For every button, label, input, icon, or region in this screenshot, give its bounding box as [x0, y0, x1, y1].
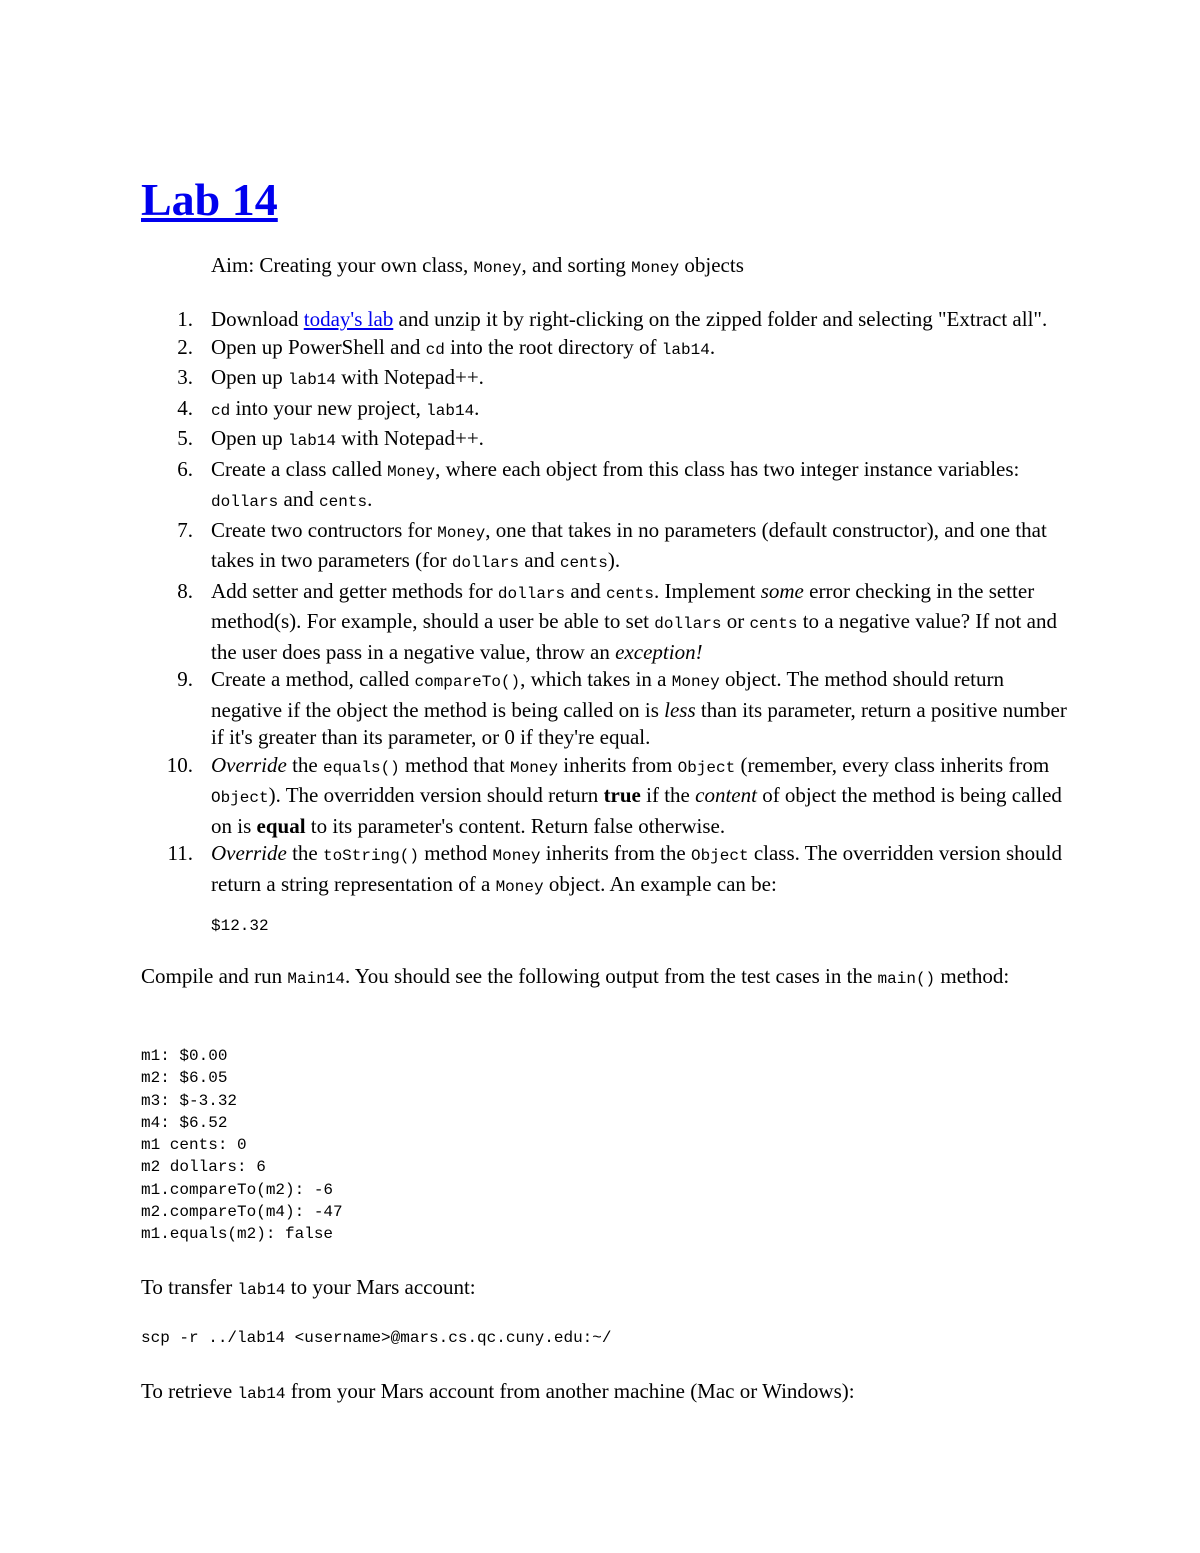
step-item [177, 578, 1071, 667]
text-run: object. An example can be: [543, 871, 777, 896]
text-run: and unzip it by right-clicking on the zipped folder and selecting "Extract all". [393, 307, 1048, 331]
inline-code: cents [559, 554, 608, 572]
inline-code: Money [671, 673, 720, 691]
inline-code: compareTo() [414, 673, 521, 691]
text-run: inherits from [558, 752, 678, 777]
text-run: . [367, 487, 373, 511]
inline-code: equals() [322, 758, 400, 777]
todays-lab-link[interactable]: today's lab [303, 307, 394, 331]
text-run: if the [640, 783, 696, 807]
step-number: 5. [177, 426, 193, 450]
bold-text: true [603, 783, 641, 807]
inline-code: cents [605, 584, 654, 603]
aim-code-money: Money [473, 259, 522, 277]
step-number: 6. [177, 456, 193, 481]
bold-text: equal [256, 813, 306, 838]
text-run: Create two contructors for [211, 517, 438, 542]
step-number: 9. [177, 667, 193, 691]
inline-code: toString() [322, 847, 419, 865]
step-number: 2. [177, 334, 193, 359]
example-output-code: $12.32 [211, 917, 269, 935]
text-run: . [709, 334, 716, 359]
emphasis-text: less [664, 697, 696, 722]
inline-code: Object [211, 789, 269, 807]
step-item [177, 425, 1071, 456]
instruction-steps [166, 306, 1071, 901]
text-run: ). [607, 548, 621, 572]
output-line: m2.compareTo(m4): -47 [141, 1203, 343, 1222]
output-line: m4: $6.52 [141, 1113, 228, 1132]
output-line: m3: $-3.32 [141, 1091, 238, 1110]
step-number: 3. [177, 365, 193, 389]
step-number: 4. [177, 395, 193, 420]
text-run: . Implement [653, 578, 761, 603]
text-run: , which takes in a [520, 667, 672, 691]
emphasis-text: Override [211, 841, 287, 865]
text-run: Create a method, called [211, 667, 415, 691]
text-run: error checking in the setter method(s). For example, should a user be able to set [211, 578, 1035, 633]
text-run: the [286, 841, 323, 865]
inline-code: lab14 [661, 340, 710, 359]
inline-code: Object [690, 847, 749, 865]
text-run: Open up PowerShell and [211, 334, 426, 359]
emphasis-text: content [695, 783, 757, 807]
text-run: To retrieve [141, 1379, 238, 1403]
text-run: or [721, 609, 750, 633]
text-run: object. The method should return negative if the object the method is being called on is [211, 667, 1004, 722]
text-run: method [418, 841, 493, 865]
test-output-block [141, 1045, 343, 1246]
example-output [211, 910, 269, 941]
step-number: 7. [177, 517, 193, 542]
inline-code: cents [749, 615, 798, 633]
text-run: Create a class called [211, 456, 388, 481]
step-item [167, 840, 1071, 901]
transfer-instructions [141, 1274, 476, 1305]
text-run: to its parameter's content. Return false otherwise. [305, 813, 726, 838]
emphasis-text: Override [211, 752, 287, 777]
compile-instructions [141, 963, 1071, 994]
text-run: ). The overridden version should return [268, 783, 604, 807]
step-item [177, 364, 1071, 395]
output-line: m1 cents: 0 [141, 1136, 247, 1155]
text-run: (remember, every class inherits from [735, 752, 1050, 777]
inline-code: dollars [451, 554, 520, 572]
inline-code: Money [492, 847, 541, 865]
text-run: the [286, 752, 323, 777]
output-line: m2 dollars: 6 [141, 1158, 266, 1177]
output-line: m1.equals(m2): false [141, 1225, 334, 1244]
aim-text: , and sorting [521, 253, 632, 277]
inline-code: cd [211, 401, 231, 420]
output-line: m2: $6.05 [141, 1069, 228, 1088]
step-number: 8. [177, 578, 193, 603]
aim-statement [211, 252, 744, 283]
text-run: and [565, 578, 606, 603]
step-item [177, 517, 1071, 578]
step-item [177, 334, 1071, 365]
text-run: inherits from the [540, 841, 691, 865]
inline-code: Money [437, 523, 486, 542]
scp-command: scp -r ../lab14 <username>@mars.cs.qc.cuny.edu:~/ [141, 1329, 612, 1347]
emphasis-text: exception! [615, 639, 703, 664]
inline-code: cents [319, 493, 368, 511]
text-run: To transfer [141, 1275, 238, 1299]
text-run: than its parameter, return a positive number if it's greater than its parameter, or 0 if they're equal. [211, 697, 1067, 749]
text-run: and [519, 548, 560, 572]
step-item [177, 666, 1071, 752]
text-run: , where each object from this class has two integer instance variables: [435, 456, 1020, 481]
text-run: Add setter and getter methods for [211, 578, 498, 603]
output-line: m1: $0.00 [141, 1047, 228, 1065]
step-item [177, 395, 1071, 426]
step-item [166, 752, 1071, 841]
text-run: . You should see the following output from the test cases in the [345, 964, 878, 988]
inline-code: Money [495, 877, 544, 896]
text-run: Compile and run [141, 964, 288, 988]
inline-code: dollars [654, 615, 722, 633]
text-run: to a negative value? If not and the user does pass in a negative value, throw an [211, 609, 1057, 664]
inline-code: lab14 [288, 371, 337, 389]
inline-code: dollars [211, 493, 279, 511]
text-run: Download [211, 307, 304, 331]
text-run: into the root directory of [444, 334, 662, 359]
retrieve-instructions [141, 1378, 855, 1409]
text-run: with Notepad++. [336, 426, 484, 450]
inline-code: main() [877, 970, 936, 988]
text-run: method: [935, 964, 1010, 988]
text-run: Open up [211, 426, 288, 450]
step-number: 10. [166, 752, 193, 777]
inline-code: Main14 [287, 970, 346, 988]
inline-code: cd [425, 340, 445, 359]
text-run: and [278, 487, 320, 511]
step-item [177, 456, 1071, 517]
inline-code: Object [677, 758, 736, 777]
output-line: m1.compareTo(m2): -6 [141, 1180, 334, 1199]
inline-code: Money [387, 462, 436, 481]
text-run: class. The overridden version should return a string representation of a [211, 841, 1062, 896]
aim-text: Aim: Creating your own class, [211, 253, 474, 277]
step-number: 1. [177, 307, 193, 331]
inline-code: lab14 [288, 432, 337, 450]
text-run: method that [399, 752, 511, 777]
emphasis-text: some [760, 578, 804, 603]
page-title [141, 172, 278, 228]
text-run: . [474, 395, 480, 420]
text-run: into your new project, [230, 395, 427, 420]
inline-code: lab14 [237, 1281, 286, 1299]
inline-code: lab14 [426, 401, 475, 420]
text-run: with Notepad++. [336, 365, 484, 389]
inline-code: dollars [497, 584, 566, 603]
step-number: 11. [167, 841, 193, 865]
text-run: to your Mars account: [285, 1275, 476, 1299]
title-link[interactable]: Lab 14 [141, 174, 278, 225]
inline-code: lab14 [237, 1385, 286, 1403]
inline-code: Money [510, 758, 559, 777]
text-run: Open up [211, 365, 288, 389]
aim-code-money: Money [631, 259, 680, 277]
aim-text: objects [679, 253, 744, 277]
step-item [177, 306, 1071, 334]
text-run: , one that takes in no parameters (default constructor), and one that takes in two parameters (for [211, 517, 1047, 572]
text-run: of object the method is being called on is [211, 783, 1062, 838]
text-run: from your Mars account from another machine (Mac or Windows): [285, 1379, 855, 1403]
